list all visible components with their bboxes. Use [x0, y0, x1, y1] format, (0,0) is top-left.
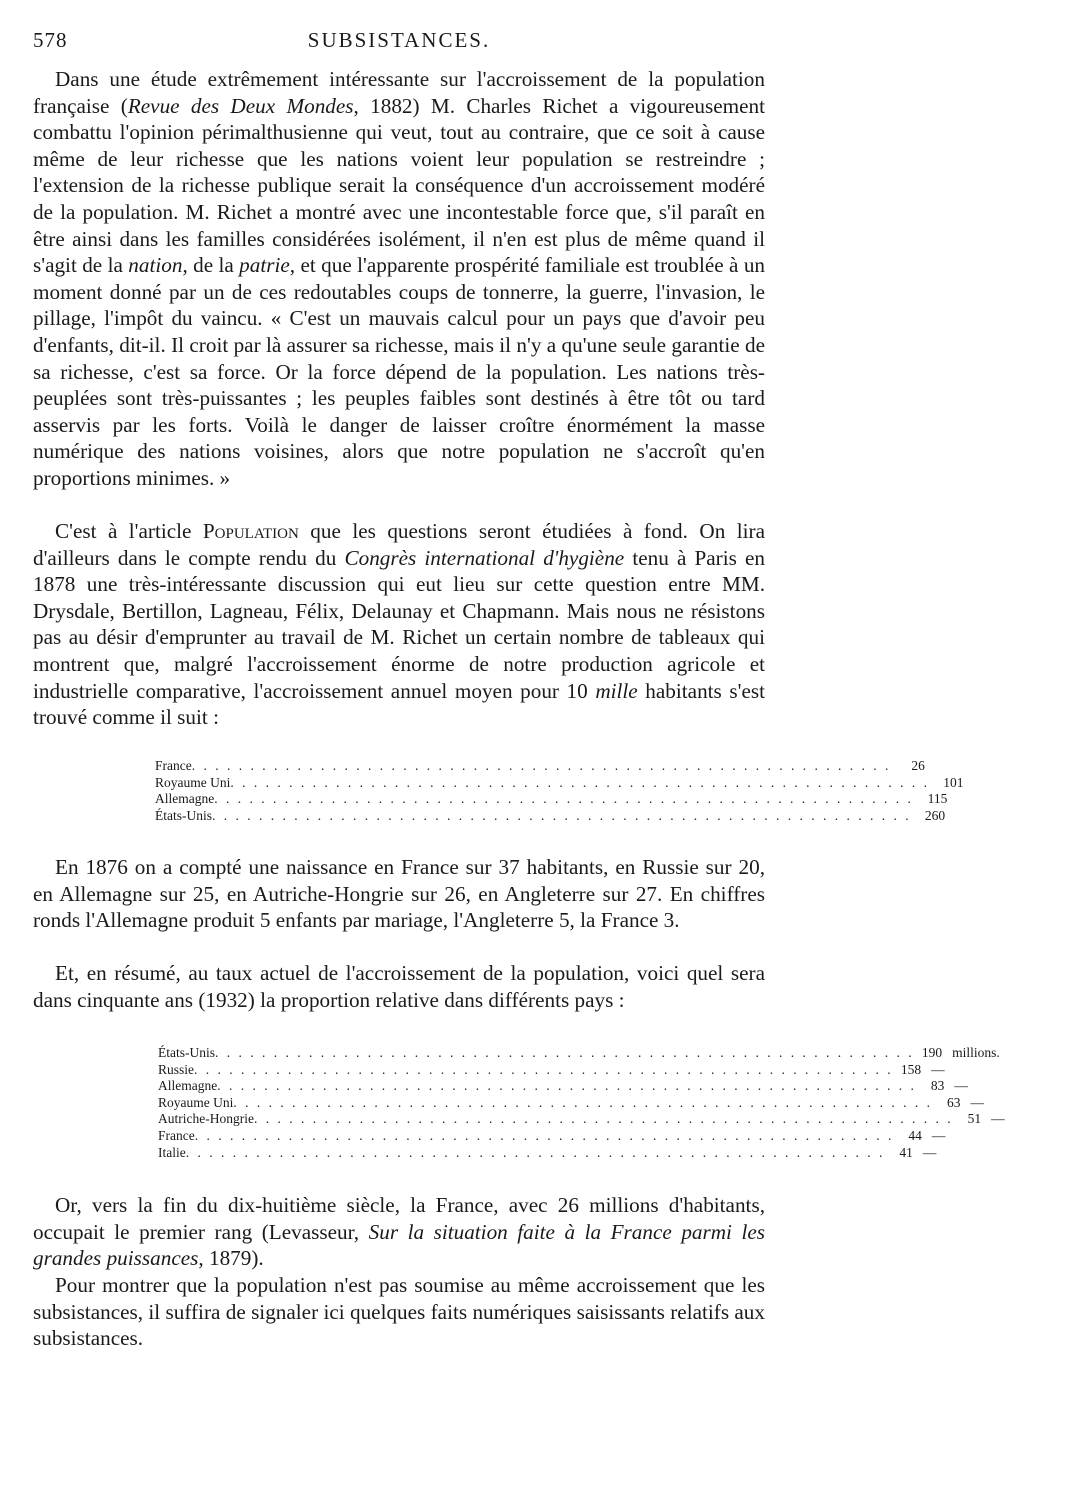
dot-leader: . . . . . . . . . . . . . . . . . . . . . . . . . . . . . . . . . . . . . . . . . . . . . . . . . . . . . . . . . . . . — [191, 758, 891, 773]
country-name: Autriche-Hongrie — [158, 1111, 254, 1127]
table-row — [155, 774, 964, 792]
table-row — [158, 1127, 946, 1145]
dot-leader: . . . . . . . . . . . . . . . . . . . . . . . . . . . . . . . . . . . . . . . . . . . . . . . . . . . . . . . . . . . . — [214, 791, 914, 807]
country-value: 26 — [911, 758, 925, 773]
value-unit: millions. — [952, 1045, 1000, 1060]
dot-leader: . . . . . . . . . . . . . . . . . . . . . . . . . . . . . . . . . . . . . . . . . . . . . . . . . . . . . . . . . . . . — [217, 1078, 917, 1094]
levasseur-title: Sur la situation faite à la France parmi les grandes puissances — [33, 1219, 765, 1271]
country-name: France — [158, 1127, 195, 1143]
country-name: Allemagne — [158, 1078, 218, 1094]
dot-leader: . . . . . . . . . . . . . . . . . . . . . . . . . . . . . . . . . . . . . . . . . . . . . . . . . . . . . . . . . . . . — [194, 1127, 894, 1143]
dot-leader: . . . . . . . . . . . . . . . . . . . . . . . . . . . . . . . . . . . . . . . . . . . . . . . . . . . . . . . . . . . . — [253, 1111, 954, 1127]
dot-leader: . . . . . . . . . . . . . . . . . . . . . . . . . . . . . . . . . . . . . . . . . . . . . . . . . . . . . . . . . . . . — [230, 774, 930, 790]
table-row — [158, 1144, 937, 1162]
table-row — [158, 1045, 1000, 1062]
paragraph-births-1876: En 1876 on a compté une naissance en France sur 37 habitants, en Russie sur 20, en Allemagne sur 25, en Autriche-Hongrie sur 26, en Angleterre sur 27. En chiffres ronds l'Allemagne produit 5 enfants par mariage, l'Angleterre 5, la France 3. — [33, 855, 765, 933]
paragraph-eighteenth-century: Or, vers la fin du dix-huitième siècle, la France, avec 26 millions d'habitants, occupait le premier rang (Levasseur, Sur la situation faite à la France parmi les grandes puissances, 1879). — [33, 1193, 765, 1271]
table-row — [155, 758, 925, 775]
page-header — [33, 28, 765, 58]
table-row — [155, 791, 948, 808]
journal-title: Revue des Deux Mondes — [127, 93, 354, 118]
country-value: 83 — [930, 1078, 945, 1094]
value-unit: — — [931, 1061, 945, 1077]
table-row — [158, 1094, 984, 1112]
paragraph-richet-study: Dans une étude extrêmement intéressante sur l'accroissement de la population française (Revue des Deux Mondes, 1882) M. Charles Richet a vigoureusement combattu l'opinion périmalthusienne qui veut, tout au contraire, que ce soit à cause même de leur richesse que les nations voient leur population se restreindre ; l'extension de la richesse publique serait la conséquence d'un accroissement modéré de la population. M. Richet a montré avec une incontestable force que, s'il paraît en être ainsi dans les familles considérées isolément, il n'en est plus de même quand il s'agit de la nation, de la patrie, et que l'apparente prospérité familiale est troublée à un moment donné par un de ces redoutables coups de tonnerre, la guerre, l'invasion, le pillage, l'impôt du vaincu. « C'est un mauvais calcul pour un pays que d'avoir peu d'enfants, dit-il. Il croit par là assurer sa richesse, mais il n'y a qu'une seule garantie de sa richesse, c'est sa force. Or la force dépend de la population. Les nations très-peuplées sont très-puissantes ; les peuples faibles sont destinés à être tôt ou tard asservis par les forts. Voilà le danger de laisser croître énormément la masse numérique des nations voisines, alors que notre population ne s'accroît qu'en proportions minimes. » — [33, 67, 766, 490]
country-value: 63 — [947, 1094, 961, 1110]
dot-leader: . . . . . . . . . . . . . . . . . . . . . . . . . . . . . . . . . . . . . . . . . . . . . . . . . . . . . . . . . . . . — [233, 1094, 933, 1110]
paragraph-population-article: C'est à l'article Population que les questions seront étudiées à fond. On lira d'ailleurs dans le compte rendu du Congrès international d'hygiène tenu à Paris en 1878 une très-intéressante discussion qui eut lieu sur cette question entre MM. Drysdale, Bertillon, Lagneau, Félix, Delaunay et Chapmann. Mais nous ne résistons pas au désir d'emprunter au travail de M. Richet un certain nombre de tableaux qui montrent que, malgré l'accroissement énorme de notre production agricole et industrielle comparative, l'accroissement annuel moyen pour 10 mille habitants s'est trouvé comme il suit : — [33, 519, 765, 730]
country-value: 44 — [908, 1127, 922, 1143]
dot-leader: . . . . . . . . . . . . . . . . . . . . . . . . . . . . . . . . . . . . . . . . . . . . . . . . . . . . . . . . . . . . — [215, 1045, 915, 1060]
country-name: Royaume Uni — [155, 774, 231, 790]
country-value: 158 — [900, 1061, 922, 1077]
country-name: Allemagne — [155, 791, 215, 807]
running-title: SUBSISTANCES. — [307, 28, 491, 52]
country-name: États-Unis — [158, 1045, 215, 1060]
table-row — [158, 1061, 945, 1079]
value-unit: — — [954, 1078, 968, 1094]
paragraph-projection-intro: Et, en résumé, au taux actuel de l'accroissement de la population, voici quel sera dans cinquante ans (1932) la proportion relative dans différents pays : — [33, 961, 765, 1012]
population-projection-table — [158, 1045, 1005, 1161]
country-value: 41 — [899, 1144, 913, 1160]
country-value: 101 — [943, 774, 964, 790]
value-unit: — — [931, 1127, 946, 1143]
page-number: 578 — [33, 28, 68, 52]
growth-rate-table — [155, 758, 964, 824]
congress-title: Congrès international d'hygiène — [344, 545, 625, 570]
dot-leader: . . . . . . . . . . . . . . . . . . . . . . . . . . . . . . . . . . . . . . . . . . . . . . . . . . . . . . . . . . . . — [212, 807, 912, 823]
dot-leader: . . . . . . . . . . . . . . . . . . . . . . . . . . . . . . . . . . . . . . . . . . . . . . . . . . . . . . . . . . . . — [194, 1061, 894, 1077]
country-name: Royaume Uni — [158, 1094, 234, 1110]
dot-leader: . . . . . . . . . . . . . . . . . . . . . . . . . . . . . . . . . . . . . . . . . . . . . . . . . . . . . . . . . . . . — [185, 1144, 885, 1160]
country-value: 260 — [924, 807, 946, 823]
country-value: 190 — [921, 1045, 943, 1060]
value-unit: — — [970, 1094, 984, 1110]
country-value: 115 — [927, 791, 948, 807]
country-name: Italie — [158, 1144, 186, 1160]
table-row — [158, 1111, 1005, 1128]
value-unit: — — [991, 1111, 1005, 1127]
country-name: Russie — [158, 1061, 195, 1077]
country-name: États-Unis — [155, 807, 212, 823]
country-value: 51 — [967, 1111, 982, 1127]
country-name: France — [155, 758, 192, 773]
table-row — [155, 807, 946, 825]
table-row — [158, 1078, 968, 1095]
paragraph-subsistances-intro: Pour montrer que la population n'est pas soumise au même accroissement que les subsistances, il suffira de signaler ici quelques faits numériques saisissants relatifs aux subsistances. — [33, 1273, 765, 1351]
article-reference: Population — [202, 519, 299, 543]
value-unit: — — [922, 1144, 937, 1160]
